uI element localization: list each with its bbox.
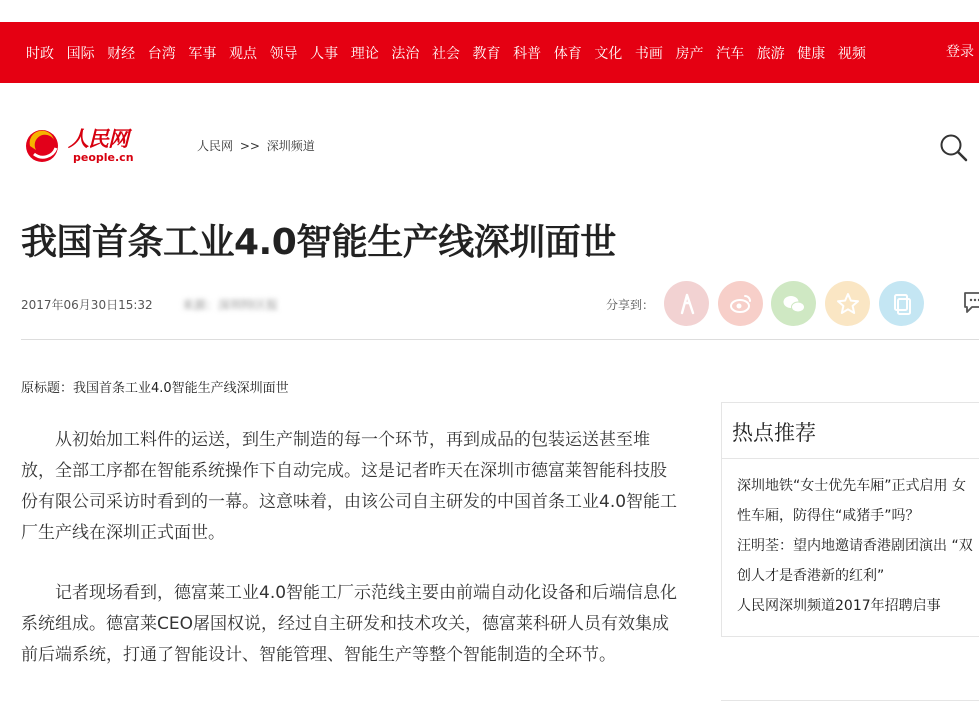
nav-item[interactable]: 理论 <box>350 45 379 62</box>
nav-item[interactable]: 台湾 <box>147 45 176 62</box>
article-source: 来源：深圳特区报 <box>182 298 279 312</box>
nav-item[interactable]: 法治 <box>391 45 420 62</box>
nav-item[interactable]: 科普 <box>513 45 542 62</box>
header-divider <box>21 339 979 340</box>
nav-item[interactable]: 军事 <box>188 45 217 62</box>
hot-recommend-link[interactable]: 深圳地铁“女士优先车厢”正式启用 女性车厢，防得住“咸猪手”吗？ <box>737 478 966 524</box>
comment-icon[interactable] <box>962 289 979 315</box>
article-paragraph: 记者现场看到，德富莱工业4.0智能工厂示范线主要由前端自动化设备和后端信息化系统组成。德富莱CEO屠国权说，经过自主研发和技术攻关，德富莱科研人员有效集成前后端系统，打通了智能设计、智能管理、智能生产等整个智能制造的全环节。 <box>21 583 678 665</box>
nav-item[interactable]: 社会 <box>431 45 460 62</box>
people-icon <box>674 291 700 317</box>
nav-item[interactable]: 观点 <box>228 45 257 62</box>
hot-recommend-link[interactable]: 汪明荃：望内地邀请香港剧团演出 “双创人才是香港新的红利” <box>737 538 973 584</box>
nav-item[interactable]: 教育 <box>472 45 501 62</box>
top-nav-bar <box>0 22 979 83</box>
share-copy-button[interactable] <box>879 281 924 326</box>
nav-item[interactable]: 财经 <box>107 45 136 62</box>
nav-item[interactable]: 文化 <box>594 45 623 62</box>
breadcrumb-home[interactable]: 人民网 <box>197 139 234 153</box>
publish-date: 2017年06月30日15:32 <box>21 298 153 312</box>
nav-item[interactable]: 人事 <box>310 45 339 62</box>
weibo-icon <box>728 291 754 317</box>
logo-text-cn: 人民网 <box>68 126 128 151</box>
hot-recommend-title: 热点推荐 <box>732 421 816 445</box>
nav-item[interactable]: 汽车 <box>716 45 745 62</box>
article-paragraph: 从初始加工料件的运送，到生产制造的每一个环节，再到成品的包装运送甚至堆放，全部工序都在智能系统操作下自动完成。这是记者昨天在深圳市德富莱智能科技股份有限公司采访时看到的一幕。这意味着，由该公司自主研发的中国首条工业4.0智能工厂生产线在深圳正式面世。 <box>21 430 678 543</box>
star-icon <box>835 291 861 317</box>
breadcrumb-separator: >> <box>239 139 260 153</box>
channel-nav <box>26 22 878 83</box>
nav-item[interactable]: 时政 <box>26 45 54 62</box>
login-link[interactable]: 登录 <box>946 44 974 60</box>
original-title: 原标题：我国首条工业4.0智能生产线深圳面世 <box>21 381 289 396</box>
share-label: 分享到： <box>606 298 655 312</box>
nav-item[interactable]: 健康 <box>797 45 826 62</box>
nav-item[interactable]: 书画 <box>634 45 663 62</box>
panel-divider <box>722 458 979 459</box>
article-title: 我国首条工业4.0智能生产线深圳面世 <box>21 222 616 263</box>
share-weibo-button[interactable] <box>718 281 763 326</box>
breadcrumb <box>197 137 315 154</box>
copy-icon <box>889 291 915 317</box>
hot-recommend-panel <box>721 402 979 637</box>
nav-item[interactable]: 体育 <box>553 45 582 62</box>
hot-recommend-link[interactable]: 人民网深圳频道2017年招聘启事 <box>737 598 941 614</box>
wechat-icon <box>781 291 807 317</box>
panel-divider <box>721 700 979 701</box>
nav-item[interactable]: 旅游 <box>756 45 785 62</box>
search-icon[interactable] <box>939 133 969 163</box>
nav-item[interactable]: 国际 <box>66 45 95 62</box>
share-people-button[interactable] <box>664 281 709 326</box>
nav-item[interactable]: 领导 <box>269 45 298 62</box>
nav-item[interactable]: 视频 <box>837 45 866 62</box>
share-wechat-button[interactable] <box>771 281 816 326</box>
logo-text-en: people.cn <box>73 151 134 164</box>
breadcrumb-channel[interactable]: 深圳频道 <box>266 139 315 153</box>
share-favorite-button[interactable] <box>825 281 870 326</box>
nav-item[interactable]: 房产 <box>675 45 704 62</box>
